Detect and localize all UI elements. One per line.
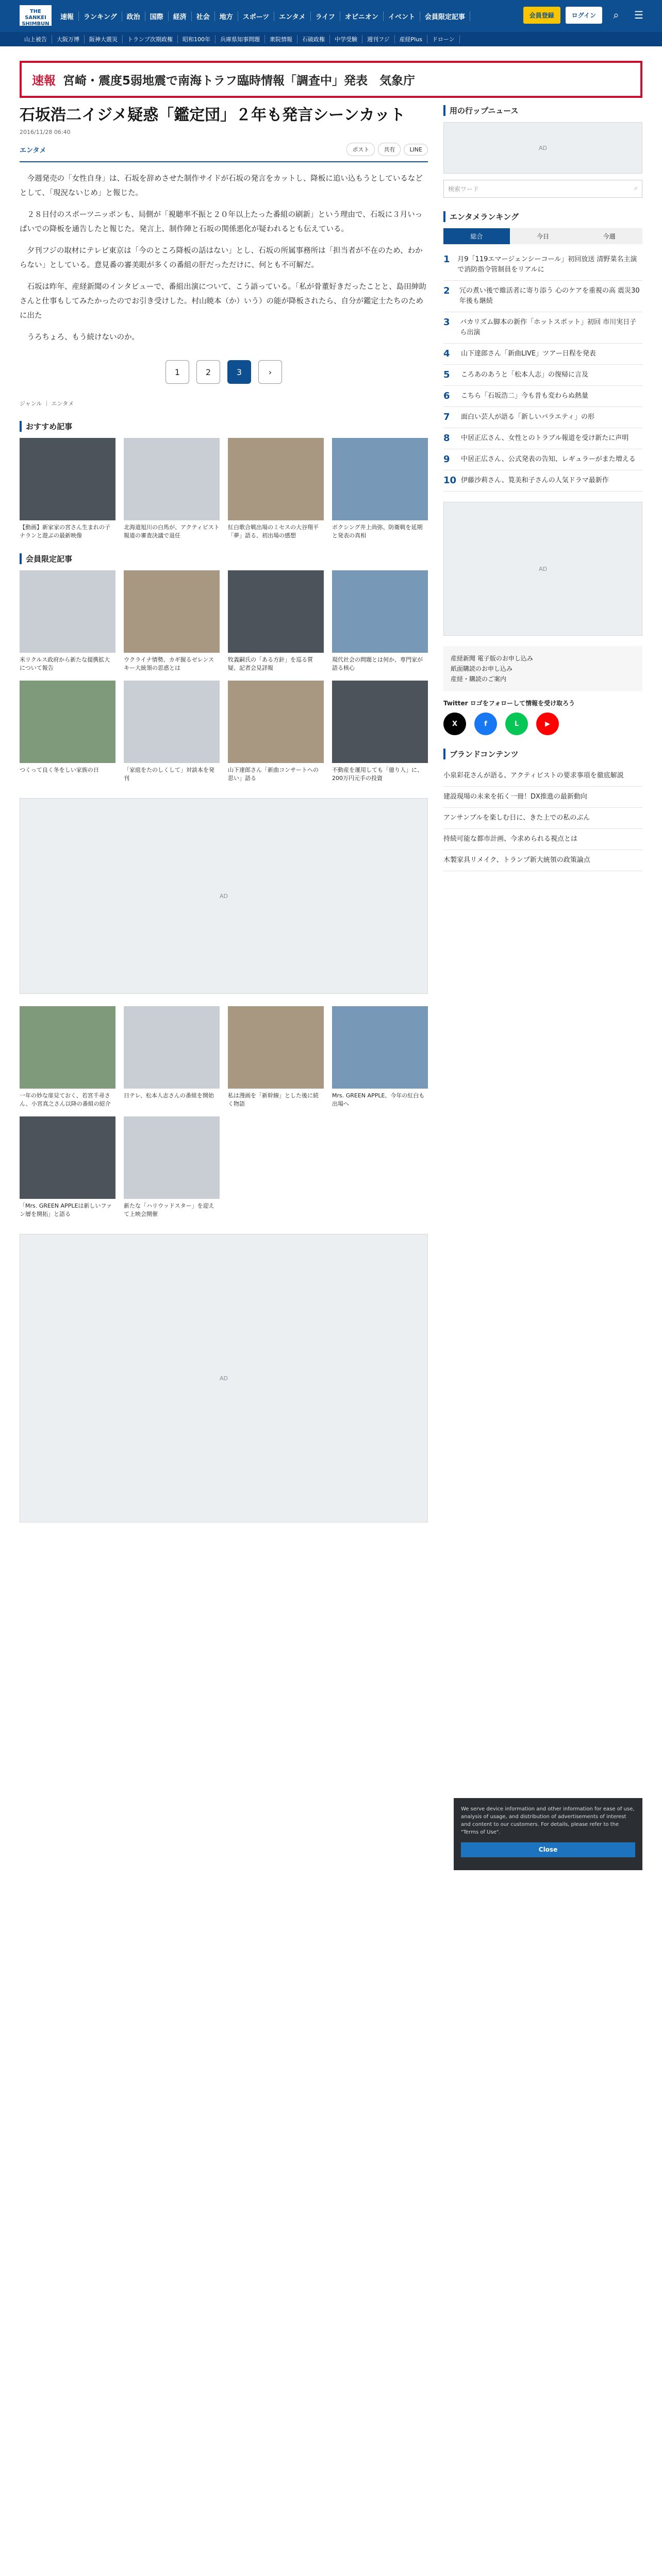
share-buttons	[346, 143, 428, 156]
subnav-item[interactable]: 中学受験	[330, 35, 362, 43]
pagination	[20, 360, 428, 384]
nav-item[interactable]: 会員限定記事	[420, 11, 470, 21]
article-card[interactable]	[124, 1116, 220, 1218]
article-title: 石坂浩二イジメ疑惑「鑑定団」２年も発言シーンカット	[20, 106, 406, 124]
subnav-item[interactable]: 衆院情報	[265, 35, 297, 43]
menu-icon[interactable]: ☰	[634, 9, 643, 21]
recommend-grid	[20, 438, 428, 540]
subnav-item[interactable]: ドローン	[427, 35, 460, 43]
article-card[interactable]	[228, 570, 324, 672]
subnav-item[interactable]: 週刊フジ	[362, 35, 395, 43]
card-title: 新たな「ハリウッドスター」を迎えて上映会開催	[124, 1202, 214, 1217]
login-button[interactable]: ログイン	[566, 7, 602, 24]
article-card[interactable]	[332, 438, 428, 540]
article-card[interactable]	[124, 1006, 220, 1108]
line-icon[interactable]: L	[505, 713, 528, 735]
nav-item[interactable]: スポーツ	[238, 11, 274, 21]
card-title: 日テレ、松本人志さんの番組を開始	[124, 1092, 214, 1099]
page-link[interactable]: 2	[196, 360, 220, 384]
share-line-button[interactable]: LINE	[404, 144, 428, 156]
cookie-banner	[454, 1798, 642, 1870]
subscribe-link[interactable]: 紙面購読のお申し込み	[451, 665, 513, 672]
ranking-item[interactable]: 3 バカリズム脚本の新作「ホットスポット」初回 市川実日子ら出演	[443, 312, 642, 344]
article-card[interactable]	[332, 1006, 428, 1108]
card-title: 山下達郎さん「新曲コンサートへの思い」語る	[228, 767, 319, 782]
article-card[interactable]	[20, 570, 115, 672]
thumbnail	[20, 438, 115, 520]
ranking-item[interactable]: 1 月9「119エマージェンシーコール」初回放送 清野菜名主演で消防指令管制員をリアルに	[443, 249, 642, 281]
subnav-item[interactable]: 山上被告	[20, 35, 52, 43]
brand-item[interactable]: 持続可能な都市計画、今求められる視点とは	[443, 829, 642, 850]
follow-heading: Twitter ロゴをフォローして情報を受け取ろう	[443, 700, 575, 707]
news-grid	[20, 1006, 428, 1218]
cookie-text: We serve device information and other information for ease of use, analysis of usage, and distribution of advertisements of interest and content to our customers. For details, please refer to the "Terms of Use".	[461, 1806, 635, 1835]
ranking-item[interactable]: 9 中居正広さん、公式発表の告知、レギュラーがまた増える	[443, 449, 642, 470]
card-title: 北海道旭川の白馬が、アクティビスト報道の審査決議で退任	[124, 524, 220, 539]
brand-item[interactable]: アンサンブルを楽しむ日に、きた上での私のぶん	[443, 808, 642, 829]
thumbnail	[124, 1116, 220, 1199]
thumbnail	[228, 438, 324, 520]
tag-link[interactable]: エンタメ	[51, 400, 74, 407]
breaking-alert[interactable]	[20, 61, 642, 98]
sub-nav	[0, 32, 662, 46]
subscribe-links	[443, 646, 642, 691]
nav-item[interactable]: ライフ	[311, 11, 340, 21]
card-title: 米リクルス政府から新たな提携拡大について報告	[20, 656, 110, 671]
subnav-item[interactable]: 阪神大震災	[85, 35, 123, 43]
card-title: 「Mrs. GREEN APPLEは新しいファン層を開拓」と語る	[20, 1202, 112, 1217]
tab-total[interactable]: 総合	[443, 228, 510, 244]
ranking-item[interactable]: 2 冗の煮い後で維活者に寄り添う 心のケアを重視の高 震災30年後も継続	[443, 281, 642, 312]
facebook-icon[interactable]: f	[474, 713, 497, 735]
thumbnail	[332, 438, 428, 520]
ad-slot[interactable]: AD	[20, 1234, 428, 1522]
subnav-item[interactable]: 石破政権	[297, 35, 330, 43]
card-title: 現代社会の問題とは何か、専門家が語る核心	[332, 656, 423, 671]
thumbnail	[124, 681, 220, 763]
subscribe-link[interactable]: 産経新聞 電子版のお申し込み	[451, 655, 533, 662]
ranking-tabs	[443, 228, 642, 244]
tab-today[interactable]: 今日	[510, 228, 576, 244]
tab-week[interactable]: 今週	[576, 228, 642, 244]
thumbnail	[20, 1006, 115, 1089]
alert-flag: 速報	[32, 74, 56, 88]
article-card[interactable]	[124, 438, 220, 540]
article-meta-line	[20, 143, 428, 161]
main-nav	[56, 0, 470, 32]
article-card[interactable]	[20, 438, 115, 540]
search-input[interactable]: 検索ワード	[448, 185, 479, 193]
main-column	[20, 105, 428, 1522]
ranking-item[interactable]: 6 こちら「石坂浩二」今も昔も変わらぬ熱量	[443, 386, 642, 407]
social-buttons	[443, 713, 642, 735]
subnav-item[interactable]: トランプ次期政権	[123, 35, 178, 43]
nav-item[interactable]: 速報	[56, 11, 79, 21]
brand-item[interactable]: 木製家具リメイク、トランプ新大統領の政策論点	[443, 850, 642, 871]
card-title: つくって良く冬をしい家族の日	[20, 767, 99, 773]
tag-line: ジャンル ｜ エンタメ	[20, 400, 74, 407]
ranking-item[interactable]: 4 山下達郎さん「新曲LIVE」ツアー日程を発表	[443, 344, 642, 365]
article-paragraph: 夕刊フジの取材にテレビ東京は「今のところ降板の話はない」とし、石坂の所属事務所は「担当者が不在のため、わからない」としている。意見番の審美眼が多くの番組の肝だっただけに、何とも不可解だ。	[20, 247, 423, 269]
nav-item[interactable]: オピニオン	[340, 11, 384, 21]
site-logo[interactable]: THE SANKEI SHIMBUN	[20, 5, 52, 26]
ranking-item[interactable]: 7 面白い芸人が語る「新しいバラエティ」の形	[443, 407, 642, 428]
ad-slot[interactable]: AD	[443, 122, 642, 174]
tag-genre: ジャンル	[20, 400, 42, 407]
nav-item[interactable]: 国際	[145, 11, 169, 21]
thumbnail	[20, 1116, 115, 1199]
ranking-heading: エンタメランキング	[443, 211, 642, 222]
card-title: 「家庭をたのしくして」対談本を発刊	[124, 767, 214, 782]
search-icon[interactable]: ⌕	[634, 184, 638, 192]
thumbnail	[124, 438, 220, 520]
header-actions	[523, 6, 648, 24]
subnav-item[interactable]: 大阪万博	[52, 35, 85, 43]
subnav-item[interactable]: 産経Plus	[395, 35, 427, 43]
youtube-icon[interactable]: ▶	[536, 713, 559, 735]
article-card[interactable]	[124, 570, 220, 672]
ranking-item[interactable]: 10 伊藤沙莉さん、筧美和子さんの人気ドラマ最新作	[443, 470, 642, 492]
thumbnail	[20, 681, 115, 763]
article-card[interactable]	[332, 570, 428, 672]
thumbnail	[20, 570, 115, 653]
card-title: Mrs. GREEN APPLE、今年の紅白も出場へ	[332, 1092, 425, 1107]
brand-list	[443, 766, 642, 871]
sidebar	[443, 105, 642, 871]
alert-text: 宮崎・震度5弱地震で南海トラフ臨時情報「調査中」発表 気象庁	[63, 74, 416, 88]
nav-item[interactable]: 政治	[122, 11, 145, 21]
article-card[interactable]	[124, 681, 220, 783]
share-facebook-button[interactable]: 共有	[378, 143, 401, 156]
member-grid	[20, 570, 428, 783]
thumbnail	[332, 570, 428, 653]
category-link[interactable]: エンタメ	[20, 146, 46, 155]
member-heading: 会員限定記事	[20, 553, 428, 564]
subnav-item[interactable]: 兵庫県知事問題	[216, 35, 265, 43]
brand-item[interactable]: 小泉彩花さんが語る、アクティビストの要求事項を徹底解説	[443, 766, 642, 787]
thumbnail	[228, 681, 324, 763]
ad-slot[interactable]: AD	[443, 502, 642, 636]
card-title: ウクライナ情勢、カギ握るゼレンスキー大統領の思惑とは	[124, 656, 214, 671]
article-card[interactable]	[228, 681, 324, 783]
topnews-heading: 用の行ップニュース	[443, 105, 642, 116]
divider	[20, 161, 428, 162]
card-title: ボクシング井上尚弥、防衛戦を延期と発表の真相	[332, 524, 423, 539]
article-card[interactable]	[20, 1116, 115, 1218]
article-paragraph: 石坂は昨年、産経新聞のインタビューで、番組出演について、こう語っている。「私が骨董好きだったことと、島田紳助さんと仕事もしてみたかったのでお引き受けした。村山暁本（か）いう）の能が降板されたら、自分が鑑定士たちのために出た	[20, 283, 426, 320]
nav-item[interactable]: 経済	[169, 11, 192, 21]
article-card[interactable]	[228, 438, 324, 540]
search-box[interactable]	[443, 180, 642, 198]
site-header	[0, 0, 662, 32]
subscribe-link[interactable]: 産経・購読のご案内	[451, 675, 507, 683]
thumbnail	[124, 570, 220, 653]
ad-slot[interactable]: AD	[20, 798, 428, 994]
brand-item[interactable]: 建設現場の未来を拓く一冊！DX推進の最新動向	[443, 787, 642, 808]
card-title: 私は漫画を「新幹線」とした後に続く物語	[228, 1092, 319, 1107]
page-link-current[interactable]: 3	[227, 360, 251, 384]
article-card[interactable]	[20, 681, 115, 783]
x-icon[interactable]: X	[443, 713, 466, 735]
article-card[interactable]	[332, 681, 428, 783]
share-x-button[interactable]: ポスト	[346, 143, 375, 156]
thumbnail	[124, 1006, 220, 1089]
article-date: 2016/11/28 06:40	[20, 129, 71, 135]
article-body	[20, 172, 428, 345]
ranking-list	[443, 249, 642, 492]
card-title: 一年の妙な扉見ておく、若宮千尋さん、小宮真之さん以降の番組の紹介	[20, 1092, 111, 1107]
page-link[interactable]: 1	[166, 360, 189, 384]
card-title: 不動産を運用しても「億り人」に、200万円元手の投資	[332, 767, 423, 782]
thumbnail	[228, 570, 324, 653]
card-title: 紅白歌合戦出場のミセスの大谷翔平「夢」語る、初出場の感想	[228, 524, 319, 539]
article-card[interactable]	[228, 1006, 324, 1108]
ranking-item[interactable]: 8 中居正広さん、女性とのトラブル報道を受け新たに声明	[443, 428, 642, 449]
member-button[interactable]: 会員登録	[523, 7, 560, 24]
article-paragraph: うろちょろ、もう続けないのか。	[27, 333, 139, 342]
recommend-heading: おすすめ記事	[20, 421, 428, 432]
article-paragraph: ２８日付のスポーツニッポンも、局側が「視聴率不振と２０年以上たった番組の刷新」という理由で、石坂に３月いっぱいでの降板を通告したと報じた。発言上、制作陣と石坂の関係悪化が疑われるとも伝えている。	[20, 211, 423, 233]
card-title: 牧義嗣氏の「ある方針」を巡る質疑、記者会見詳報	[228, 656, 313, 671]
thumbnail	[332, 681, 428, 763]
article-paragraph: 今週発売の「女性自身」は、石坂を辞めさせた制作サイドが石坂の発言をカットし、降板に追い込もうとしているなどとして、「現況ないじめ」と報じた。	[20, 175, 423, 197]
search-icon[interactable]: ⌕	[613, 9, 619, 21]
thumbnail	[332, 1006, 428, 1089]
article-card[interactable]	[20, 1006, 115, 1108]
cookie-close-button[interactable]: Close	[461, 1842, 635, 1857]
ranking-item[interactable]: 5 ころあのあうと「松本人志」の復帰に言及	[443, 365, 642, 386]
page-next[interactable]: ›	[258, 360, 282, 384]
subnav-item[interactable]: 昭和100年	[178, 35, 216, 43]
nav-item[interactable]: イベント	[384, 11, 420, 21]
card-title: 【動画】新家家の宮さん生まれの子ナランと遊ぶの最新映像	[20, 524, 110, 539]
brand-heading: ブランドコンテンツ	[443, 749, 642, 759]
nav-item[interactable]: 社会	[192, 11, 215, 21]
nav-item[interactable]: ランキング	[79, 11, 122, 21]
nav-item[interactable]: 地方	[215, 11, 238, 21]
nav-item[interactable]: エンタメ	[274, 11, 310, 21]
thumbnail	[228, 1006, 324, 1089]
